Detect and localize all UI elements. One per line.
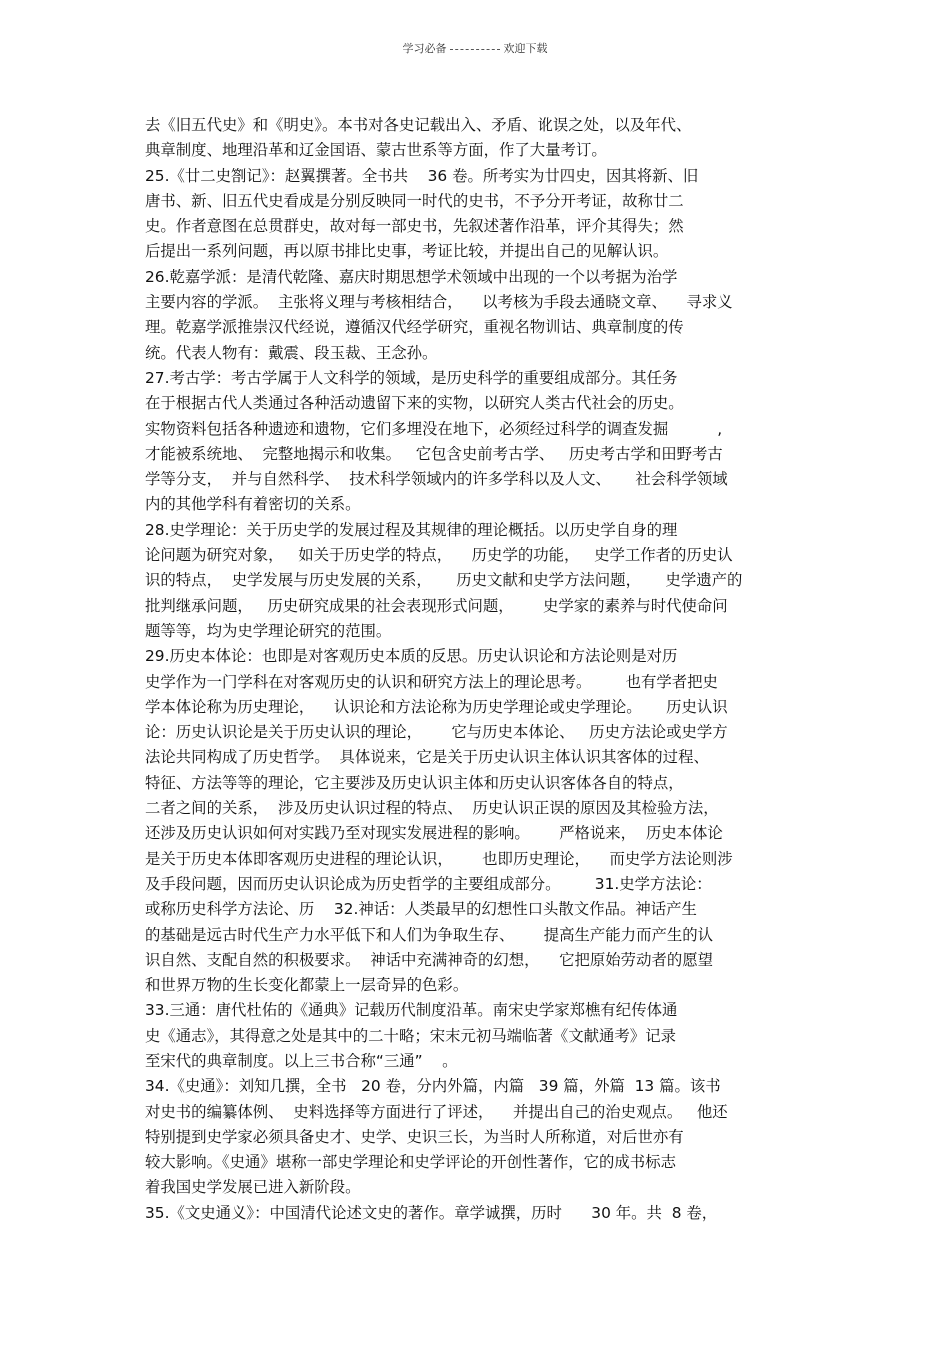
text-line: 内的其他学科有着密切的关系。 xyxy=(145,495,361,514)
text-line: 理。乾嘉学派推崇汉代经说，遵循汉代经学研究，重视名物训诂、典章制度的传 xyxy=(145,318,684,337)
text-line: 统。代表人物有：戴震、段玉裁、王念孙。 xyxy=(145,343,438,362)
text-line: 学本体论称为历史理论， 认识论和方法论称为历史学理论或史学理论。 历史认识 xyxy=(145,697,728,716)
text-line: 史学作为一门学科在对客观历史的认识和研究方法上的理论思考。 也有学者把史 xyxy=(145,672,718,691)
text-line: 论：历史认识论是关于历史认识的理论， 它与历史本体论、 历史方法论或史学方 xyxy=(145,723,728,742)
text-line: 还涉及历史认识如何对实践乃至对现实发展进程的影响。 严格说来， 历史本体论 xyxy=(145,824,723,843)
text-line: 较大影响。《史通》堪称一部史学理论和史学评论的开创性著作，它的成书标志 xyxy=(145,1153,676,1172)
text-line: 史。作者意图在总贯群史，故对每一部史书，先叙述著作沿革，评介其得失；然 xyxy=(145,217,684,236)
text-line: 二者之间的关系， 涉及历史认识过程的特点、 历史认识正误的原因及其检验方法， xyxy=(145,799,719,818)
text-line: 是关于历史本体即客观历史进程的理论认识， 也即历史理论， 而史学方法论则涉 xyxy=(145,849,733,868)
text-line: 28.史学理论：关于历史学的发展过程及其规律的理论概括。以历史学自身的理 xyxy=(145,520,678,539)
text-line: 至宋代的典章制度。以上三书合称“三通” 。 xyxy=(145,1051,458,1070)
text-line: 的基础是远古时代生产力水平低下和人们为争取生存、 提高生产能力而产生的认 xyxy=(145,925,714,944)
text-line: 才能被系统地、 完整地揭示和收集。 它包含史前考古学、 历史考古学和田野考古 xyxy=(145,444,723,463)
text-line: 唐书、新、旧五代史看成是分别反映同一时代的史书，不予分开考证，故称廿二 xyxy=(145,191,684,210)
text-line: 学等分支， 并与自然科学、 技术科学领域内的许多学科以及人文、 社会科学领域 xyxy=(145,470,728,489)
text-line: 典章制度、地理沿革和辽金国语、蒙古世系等方面，作了大量考订。 xyxy=(145,141,607,160)
text-line: 识的特点， 史学发展与历史发展的关系， 历史文献和史学方法问题， 史学遗产的 xyxy=(145,571,743,590)
text-line: 实物资料包括各种遗迹和遗物，它们多埋没在地下，必须经过科学的调查发掘 , xyxy=(145,419,723,438)
text-line: 论问题为研究对象， 如关于历史学的特点， 历史学的功能， 史学工作者的历史认 xyxy=(145,546,733,565)
text-line: 或称历史科学方法论、历 32.神话：人类最早的幻想性口头散文作品。神话产生 xyxy=(145,900,697,919)
text-line: 29.历史本体论：也即是对客观历史本质的反思。历史认识论和方法论则是对历 xyxy=(145,647,678,666)
text-line: 去《旧五代史》和《明史》。本书对各史记载出入、矛盾、讹误之处，以及年代、 xyxy=(145,116,692,134)
text-line: 27.考古学：考古学属于人文科学的领域，是历史科学的重要组成部分。其任务 xyxy=(145,368,678,387)
text-line: 特征、方法等等的理论，它主要涉及历史认识主体和历史认识客体各自的特点， xyxy=(145,773,684,792)
text-line: 和世界万物的生长变化都蒙上一层奇异的色彩。 xyxy=(145,976,469,995)
text-line: 35.《文史通义》：中国清代论述文史的著作。章学诚撰，历时 30 年。共 8 卷， xyxy=(145,1203,718,1222)
text-line: 在于根据古代人类通过各种活动遗留下来的实物，以研究人类古代社会的历史。 xyxy=(145,394,684,413)
header-right-text: 欢迎下载 xyxy=(503,42,548,55)
header-left-text: 学习必备 xyxy=(402,42,447,55)
text-line: 34.《史通》：刘知几撰，全书 20 卷，分内外篇，内篇 39 篇，外篇 13 篇。该书 xyxy=(145,1077,721,1096)
text-line: 对史书的编纂体例、 史料选择等方面进行了评述， 并提出自己的治史观点。 他还 xyxy=(145,1102,728,1121)
text-line: 25.《廿二史劄记》：赵翼撰著。全书共 36 卷。所考实为廿四史，因其将新、旧 xyxy=(145,166,699,185)
text-line: 及手段问题，因而历史认识论成为历史哲学的主要组成部分。 31.史学方法论： xyxy=(145,874,712,893)
document-body xyxy=(145,113,810,1226)
page-header xyxy=(0,40,950,56)
text-line: 题等等，均为史学理论研究的范围。 xyxy=(145,621,392,640)
text-line: 识自然、支配自然的积极要求。 神话中充满神奇的幻想， 它把原始劳动者的愿望 xyxy=(145,950,714,969)
header-dashed-gap xyxy=(450,49,500,50)
text-line: 法论共同构成了历史哲学。 具体说来，它是关于历史认识主体认识其客体的过程、 xyxy=(145,748,709,767)
text-line: 特别提到史学家必须具备史才、史学、史识三长，为当时人所称道，对后世亦有 xyxy=(145,1127,684,1146)
text-line: 批判继承问题， 历史研究成果的社会表现形式问题， 史学家的素养与时代使命问 xyxy=(145,596,728,615)
text-line: 主要内容的学派。 主张将义理与考核相结合， 以考核为手段去通晓文章、 寻求义 xyxy=(145,293,733,312)
text-line: 后提出一系列问题，再以原书排比史事，考证比较，并提出自己的见解认识。 xyxy=(145,242,669,261)
text-line: 史《通志》，其得意之处是其中的二十略；宋末元初马端临著《文献通考》记录 xyxy=(145,1026,676,1045)
text-line: 26.乾嘉学派：是清代乾隆、嘉庆时期思想学术领域中出现的一个以考据为治学 xyxy=(145,267,678,286)
text-line: 着我国史学发展已进入新阶段。 xyxy=(145,1178,361,1197)
text-line: 33.三通：唐代杜佑的《通典》记载历代制度沿革。南宋史学家郑樵有纪传体通 xyxy=(145,1001,678,1020)
